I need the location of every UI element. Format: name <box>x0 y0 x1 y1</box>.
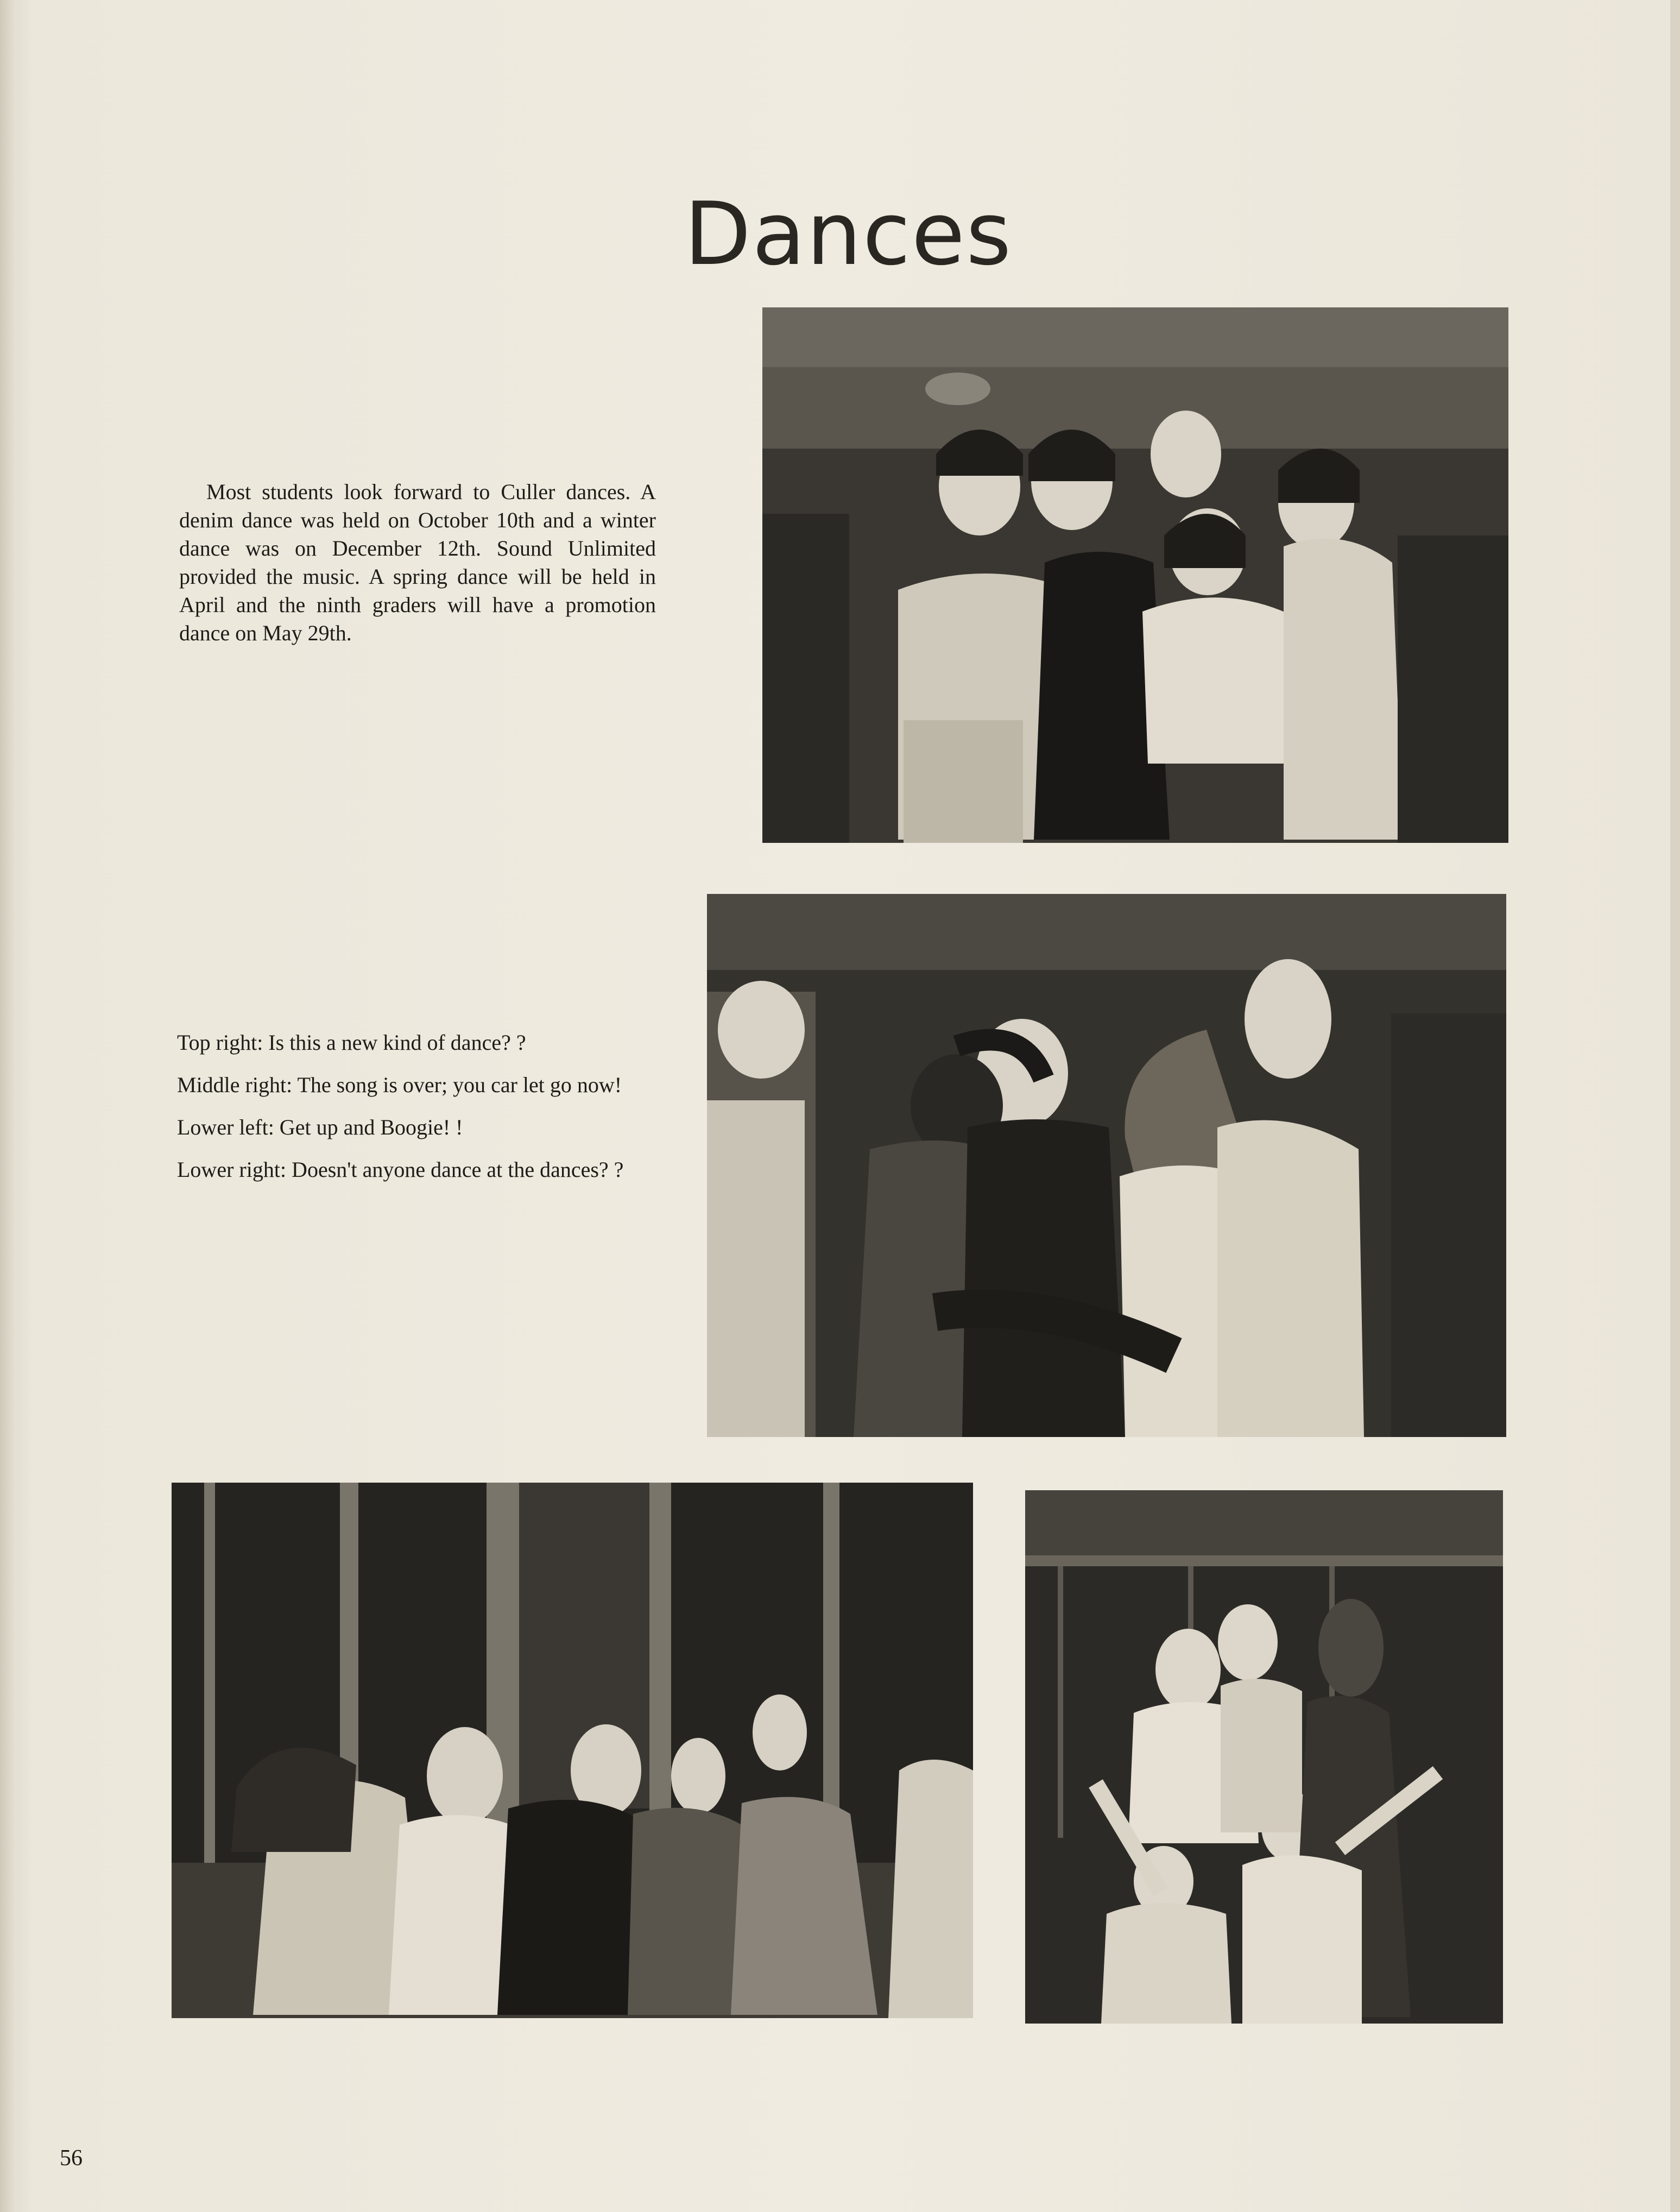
middle-right-photo <box>707 894 1506 1437</box>
caption-lower-right: Lower right: Doesn't anyone dance at the dances? ? <box>177 1157 624 1182</box>
photo-captions <box>177 1029 655 1199</box>
caption-lower-left: Lower left: Get up and Boogie! ! <box>177 1115 463 1139</box>
caption-top-right: Top right: Is this a new kind of dance? ? <box>177 1030 526 1055</box>
lower-right-photo <box>1025 1490 1503 2024</box>
lower-left-photo <box>172 1483 973 2018</box>
page-title: Dances <box>684 183 1013 285</box>
page-edge <box>1670 0 1680 2212</box>
binding-edge <box>0 0 16 2212</box>
caption-middle-right: Middle right: The song is over; you car let go now! <box>177 1073 622 1097</box>
top-right-photo <box>762 307 1508 843</box>
page-number: 56 <box>60 2146 83 2171</box>
intro-paragraph: Most students look forward to Culler dances. A denim dance was held on October 10th and a winter dance was on December 12th. Sound Unlimited provided the music. A spring dance will be held in April and the ninth graders will have a promotion dance on May 29th. <box>179 480 656 645</box>
